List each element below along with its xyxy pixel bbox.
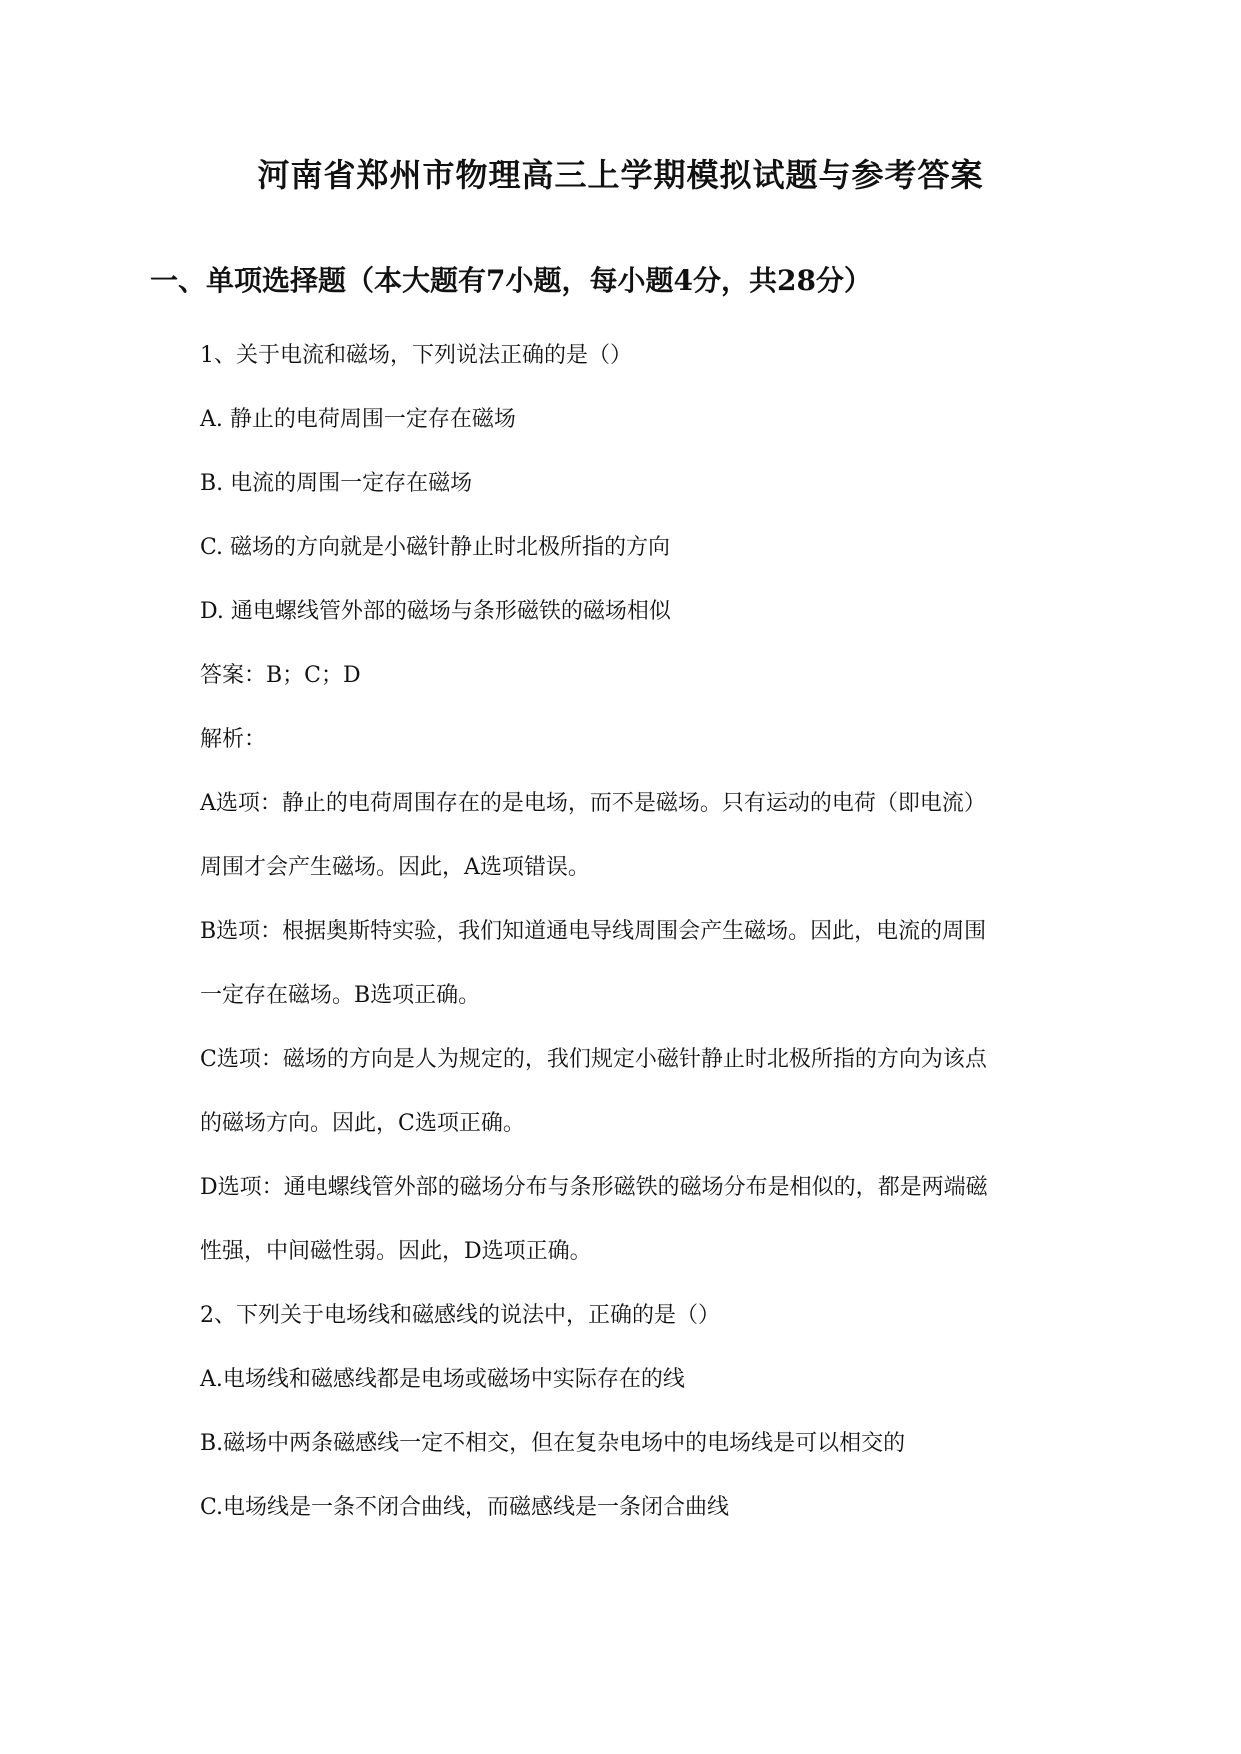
question-2-option-b: B.磁场中两条磁感线一定不相交，但在复杂电场中的电场线是可以相交的 [200,1431,906,1456]
question-2-option-c: C.电场线是一条不闭合曲线，而磁感线是一条闭合曲线 [200,1495,730,1520]
document-body [200,340,1100,1556]
question-1-option-d: D. 通电螺线管外部的磁场与条形磁铁的磁场相似 [200,599,671,624]
question-1-option-a: A. 静止的电荷周围一定存在磁场 [200,407,516,432]
analysis-line: B选项：根据奥斯特实验，我们知道通电导线周围会产生磁场。因此，电流的周围 [200,919,987,944]
page-title: 河南省郑州市物理高三上学期模拟试题与参考答案 [257,156,984,194]
question-1-answer: 答案：B；C；D [200,663,361,688]
analysis-line: 一定存在磁场。B选项正确。 [200,983,481,1008]
question-1-option-c: C. 磁场的方向就是小磁针静止时北极所指的方向 [200,535,671,560]
analysis-line: D选项：通电螺线管外部的磁场分布与条形磁铁的磁场分布是相似的，都是两端磁 [200,1175,988,1200]
question-2-stem: 2、下列关于电场线和磁感线的说法中，正确的是（） [200,1303,720,1328]
analysis-line: C选项：磁场的方向是人为规定的，我们规定小磁针静止时北极所指的方向为该点 [200,1047,987,1072]
question-1-stem: 1、关于电流和磁场，下列说法正确的是（） [200,343,632,368]
question-1-analysis-label: 解析： [200,727,267,752]
analysis-line: A选项：静止的电荷周围存在的是电场，而不是磁场。只有运动的电荷（即电流） [200,791,986,816]
question-1-option-b: B. 电流的周围一定存在磁场 [200,471,473,496]
analysis-line: 周围才会产生磁场。因此，A选项错误。 [200,855,590,880]
section-heading: 一、单项选择题（本大题有7小题，每小题4分，共28分） [150,264,872,297]
analysis-line: 的磁场方向。因此，C选项正确。 [200,1111,525,1136]
question-2-option-a: A.电场线和磁感线都是电场或磁场中实际存在的线 [200,1367,685,1392]
analysis-line: 性强，中间磁性弱。因此，D选项正确。 [200,1239,592,1264]
